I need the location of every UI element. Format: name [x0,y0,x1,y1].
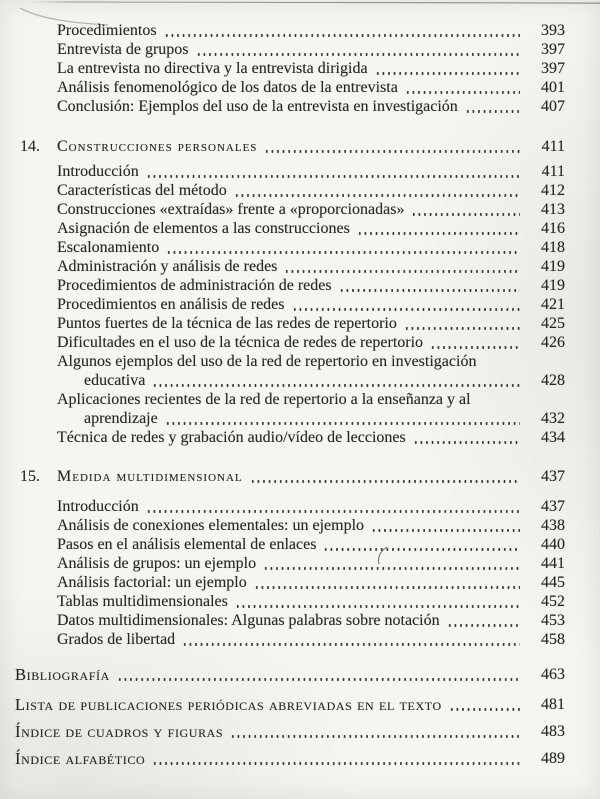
dot-leader [405,91,520,93]
entry-title: Dificultades en el uso de la técnica de redes de repertorio [57,334,424,351]
page-number: 397 [541,41,565,58]
dot-leader [264,150,520,152]
toc-entry [57,428,565,447]
page-number: 432 [541,410,565,427]
dot-leader [146,510,520,512]
entry-title: Procedimientos en análisis de redes [57,296,285,313]
entry-title-continuation: educativa [84,372,146,389]
dot-leader [404,327,520,329]
page-number: 418 [541,239,565,256]
entry-title: Datos multidimensionales: Algunas palabras sobre notación [57,612,440,629]
toc-entry [57,97,565,116]
toc-entry [57,295,565,314]
toc-entry [57,554,565,573]
dot-leader [375,72,520,74]
toc-entry [57,40,565,59]
dot-leader [263,567,520,569]
entry-title-continuation: aprendizaje [84,410,158,427]
dot-leader [146,175,520,177]
dot-leader [250,480,520,482]
page-number: 452 [541,593,565,610]
page-number: 481 [541,696,565,713]
page-number: 419 [541,277,565,294]
entry-title: Análisis factorial: un ejemplo [57,574,247,591]
toc-entry [57,535,565,554]
page-number: 437 [541,498,565,515]
chapter-heading [20,467,565,486]
back-matter-entry [15,695,565,714]
dot-leader [230,735,520,737]
chapter-number: 14. [20,138,40,155]
dot-leader [339,289,520,291]
dot-leader [234,194,520,196]
entry-title: Algunos ejemplos del uso de la red de repertorio en investigación [57,353,477,370]
dot-leader [413,441,520,443]
toc-entry [57,314,565,333]
page-number: 421 [541,296,565,313]
dot-leader [152,762,520,764]
page-number: 416 [541,220,565,237]
entry-title: Grados de libertad [57,631,176,648]
page-number: 401 [541,79,565,96]
entry-title: Administración y análisis de redes [57,258,278,275]
page-number: 440 [541,536,565,553]
page-number: 413 [541,201,565,218]
page-number: 438 [541,517,565,534]
back-matter-title: Lista de publicaciones periódicas abreviadas en el texto [15,695,442,714]
page-number: 419 [541,258,565,275]
page-number: 426 [541,334,565,351]
page-number: 453 [541,612,565,629]
back-matter-title: Índice alfabético [15,749,146,768]
page-number: 412 [541,182,565,199]
entry-title: Introducción [57,163,139,180]
page-number: 411 [541,163,565,180]
back-matter-entry [15,749,565,768]
page-number: 483 [541,723,565,740]
page-number: 434 [541,429,565,446]
back-matter-title: Índice de cuadros y figuras [15,722,224,741]
toc-entry [57,200,565,219]
entry-title: Técnica de redes y grabación audio/vídeo de lecciones [57,429,406,446]
toc-entry [57,257,565,276]
toc-entry-line1 [57,390,565,409]
chapter-number: 15. [20,468,40,485]
page-number: 397 [541,60,565,77]
page-number: 489 [541,750,565,767]
entry-title: Aplicaciones recientes de la red de repertorio a la enseñanza y al [57,391,471,408]
entry-title: Conclusión: Ejemplos del uso de la entrevista en investigación [57,98,458,115]
page-number: 445 [541,574,565,591]
entry-title: Análisis de conexiones elementales: un ejemplo [57,517,365,534]
entry-title: Construcciones «extraídas» frente a «proporcionadas» [57,201,405,218]
toc-entry-line1 [57,352,565,371]
page-number: 393 [541,22,565,39]
entry-title: Entrevista de grupos [57,41,189,58]
entry-title: Introducción [57,498,139,515]
page-number: 458 [541,631,565,648]
chapter-heading [20,137,565,156]
toc-entry [57,333,565,352]
toc-entry [57,162,565,181]
toc-entry [57,497,565,516]
toc-entry [57,59,565,78]
dot-leader [182,643,520,645]
page-number: 425 [541,315,565,332]
toc-entry [57,219,565,238]
dot-leader [371,529,520,531]
toc-entry [57,630,565,649]
toc-entry [57,592,565,611]
page-number: 437 [541,468,565,485]
dot-leader [117,678,520,680]
page-number: 441 [541,555,565,572]
dot-leader [166,251,520,253]
back-matter-entry [15,722,565,741]
page-number: 463 [541,666,565,683]
dot-leader [323,548,520,550]
toc-entry-line2 [84,409,565,428]
dot-leader [284,270,520,272]
dot-leader [235,605,520,607]
chapter-title: Medida multidimensional [57,468,243,485]
entry-title: Procedimientos de administración de redes [57,277,332,294]
toc-entry [57,238,565,257]
dot-leader [449,708,520,710]
dot-leader [411,213,520,215]
toc-entry [57,573,565,592]
entry-title: Procedimientos [57,22,157,39]
dot-leader [152,384,520,386]
toc-entry-line2 [84,371,565,390]
dot-leader [465,110,520,112]
entry-title: Pasos en el análisis elemental de enlaces [57,536,317,553]
page-number: 407 [541,98,565,115]
dot-leader [254,586,520,588]
page-number: 428 [541,372,565,389]
entry-title: Características del método [57,182,227,199]
entry-title: Puntos fuertes de la técnica de las redes de repertorio [57,315,397,332]
toc-entry [57,611,565,630]
entry-title: Tablas multidimensionales [57,593,228,610]
back-matter-title: Bibliografía [15,665,110,684]
entry-title: La entrevista no directiva y la entrevista dirigida [57,60,368,77]
entry-title: Análisis de grupos: un ejemplo [57,555,257,572]
toc-entry [57,21,565,40]
dot-leader [164,34,520,36]
dot-leader [196,53,520,55]
page-number: 411 [541,138,565,155]
dot-leader [430,346,520,348]
toc-entry [57,181,565,200]
dot-leader [292,308,521,310]
entry-title: Escalonamiento [57,239,160,256]
entry-title: Análisis fenomenológico de los datos de la entrevista [57,79,398,96]
dot-leader [447,624,520,626]
dot-leader [165,422,520,424]
back-matter-entry [15,665,565,684]
toc-entry [57,276,565,295]
chapter-title: Construcciones personales [57,138,258,155]
dot-leader [357,232,520,234]
toc-entry [57,78,565,97]
entry-title: Asignación de elementos a las construcciones [57,220,350,237]
toc-entry [57,516,565,535]
